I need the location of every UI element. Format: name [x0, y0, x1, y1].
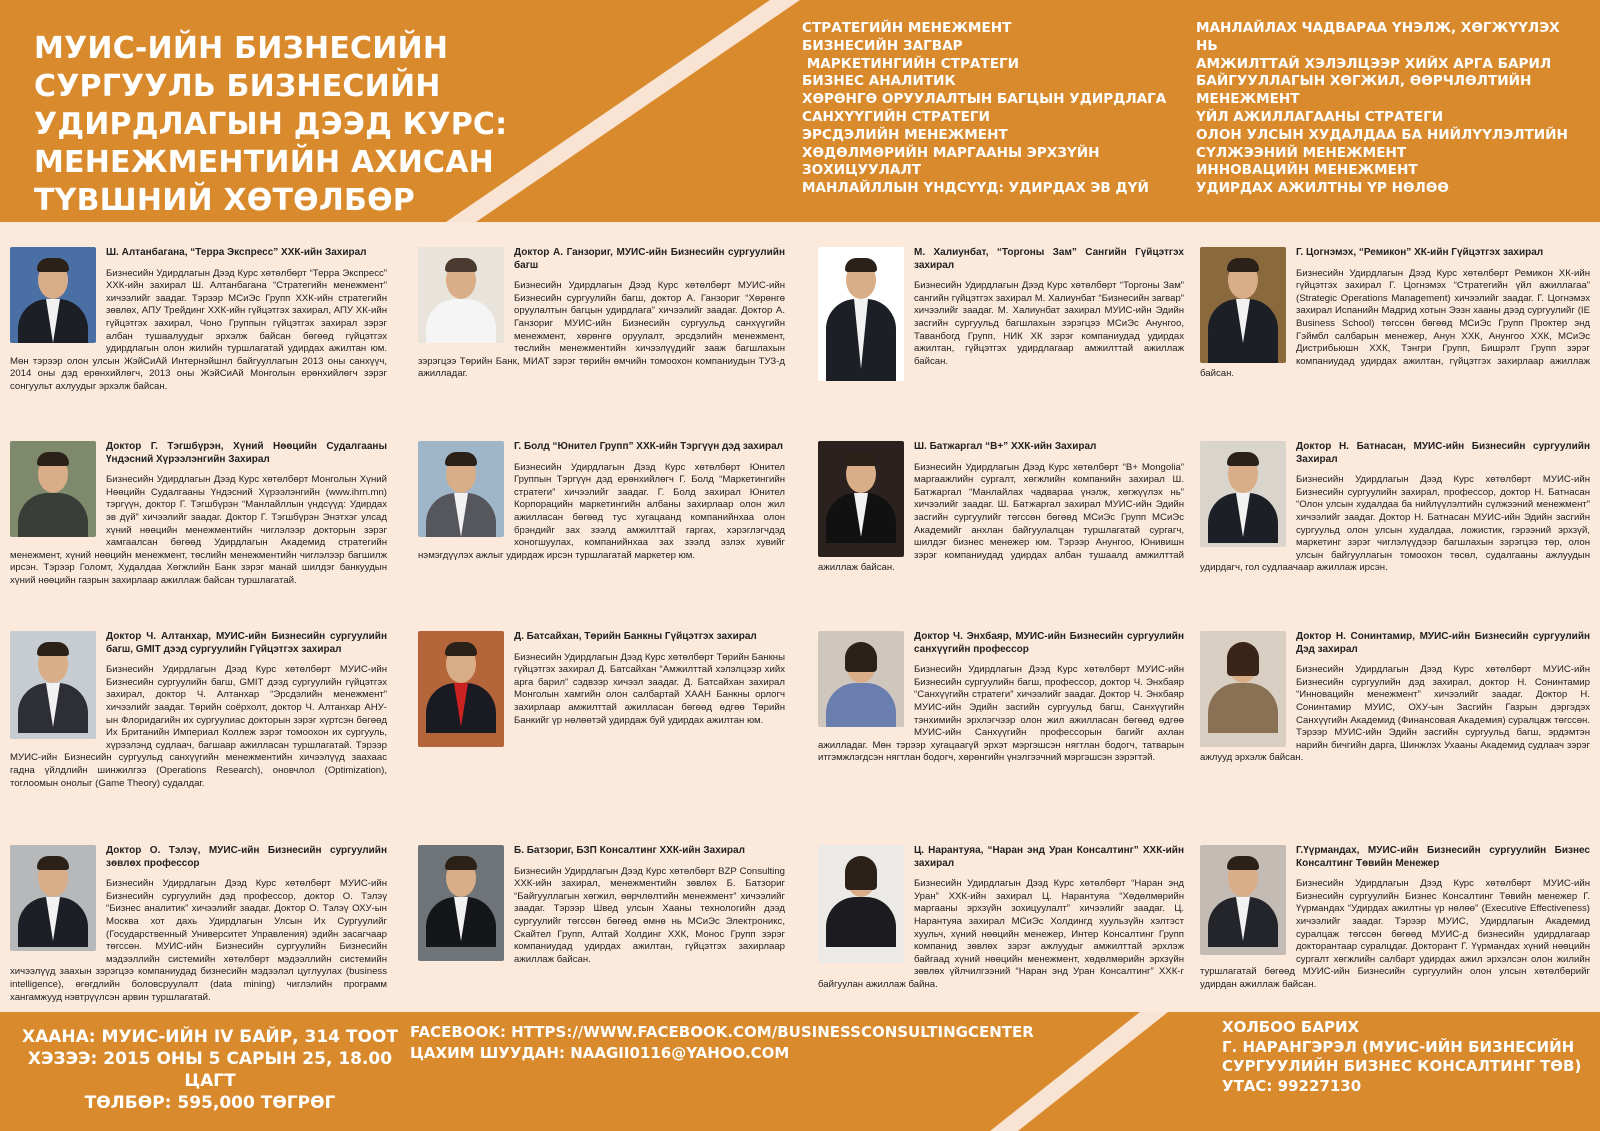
instructor-card: [1200, 845, 1590, 992]
header-banner: [0, 0, 1600, 222]
instructor-card: [1200, 441, 1590, 575]
instructor-bio: Бизнесийн Удирдлагын Дээд Курс хөтөлбөрт МУИС-ийн Бизнесийн сургуулийн дэд захирал, доктор Н. Сонинтамир “Инновацийн менежмент” хичээлийг заадаг. Доктор Н. Сонинтамир МУИС, ОХУ-ын Засгийн Газрын дэргэдэх Санхүүгийн Академид (Финансовая Академия) суралцаж төгссөн. Тэрээр МУИС-ийн Эдийн засгийн сургуульд багш, эрдэмтэн нарийн бичгийн дарга, Шинжлэх Ухааны Академид судлаач зэрэг ажлууд эрхэлж байсан.: [1200, 664, 1590, 764]
instructor-name: Доктор Н. Сонинтамир, МУИС-ийн Бизнесийн сургуулийн Дэд захирал: [1296, 631, 1590, 655]
fee-text: ТӨЛБӨР: 595,000 ТӨГРӨГ: [84, 1093, 336, 1113]
instructor-bio: Бизнесийн Удирдлагын Дээд Курс хөтөлбөрт “Терра Экспресс” ХХК-ийн захирал Ш. Алтанбагана “Стратегийн менежмент” хичээлийг заадаг. Тэрээр МСиЭс Групп ХХК-ийн стратегийн зөвлөх, АПУ Трейдинг ХХК-ийн гүйцэтгэх захирал, АПУ ХК-ийн гүйцэтгэх захирал, Чоно Группын гүйцэтгэх захирал зэрэг албан тушаалуудыг эрхэлж байсан бөгөөд гүйцэтгэх удирдлагын олон жилийн туршлагатай удирдах ажилтан юм. Мөн тэрээр олон улсын ЖэйСиАй Интернэйшнл байгууллагын 2013 оны санхүүч, 2014 оны дэд ерөнхийлөгч, 2013 оны ЖэйСиАй Монголын ерөнхийлөгч зэрэг сонгуульт ахлуудыг эрхэлж байсан.: [10, 267, 387, 392]
course-item: АМЖИЛТТАЙ ХЭЛЭЛЦЭЭР ХИЙХ АРГА БАРИЛ: [1196, 55, 1552, 72]
instructor-photo: [418, 247, 504, 343]
instructor-photo: [10, 441, 96, 537]
course-item: УДИРДАХ АЖИЛТНЫ ҮР НӨЛӨӨ: [1196, 180, 1449, 197]
contact-person: Г. НАРАНГЭРЭЛ (МУИС-ИЙН БИЗНЕСИЙН СУРГУУЛИЙН БИЗНЕС КОНСАЛТИНГ ТӨВ): [1222, 1037, 1582, 1075]
facebook-link[interactable]: FACEBOOK: HTTPS://WWW.FACEBOOK.COM/BUSINESSCONSULTINGCENTER: [410, 1023, 1034, 1041]
instructor-photo: [818, 845, 904, 963]
instructor-card: [418, 845, 785, 966]
course-item: ЭРСДЭЛИЙН МЕНЕЖМЕНТ: [802, 126, 1008, 143]
email-link[interactable]: ЦАХИМ ШУУДАН: NAAGII0116@YAHOO.COM: [410, 1044, 790, 1062]
instructor-bio: Бизнесийн Удирдлагын Дээд Курс хөтөлбөрт BZP Consulting ХХК-ийн захирал, менежментийн зөвлөх Б. Батзориг “Байгууллагын хөгжил, өөрчлөлтийн менежмент” хичээлийг заадаг. Тэрээр Швед улсын Хааны технологийн дээд сургуулийг төгссөн бөгөөд өмнө нь МСиЭс Электроникс, Скайтел Групп, Алтай Холдинг ХХК, Монос Групп зэрэг компаниудад удирдах ажилтан, гүйцэтгэх захирлаар ажиллаж байсан.: [514, 865, 785, 965]
instructor-bio: Бизнесийн Удирдлагын Дээд Курс хөтөлбөрт Ремикон ХК-ийн гүйцэтгэх захирал Г. Цогнэмэх “Стратегийн үйл ажиллагаа” (Strategic Operations Management) хичээлийг заадаг. Г. Цогнэмэх захирал Испанийн Мадрид хотын Ээзн хааны дээд сургуулийг (IE Business School) төгссөн бөгөөд МСиЭс Групп Проктер энд Гэймбл салбарын менежер, Анун ХХК, Анунгоо ХХК, МСиЭс Дистрибьюшн ХХК, Тэнгри Групп, Бишрэлт Групп зэрэг компаниудад удирдах ажилтан, гүйцэтгэх захирлаар ажиллаж байсан.: [1200, 267, 1590, 380]
course-item: СТРАТЕГИЙН МЕНЕЖМЕНТ: [802, 20, 1012, 36]
instructor-bio: Бизнесийн Удирдлагын Дээд Курс хөтөлбөрт Юнител Группын Тэргүүн дэд ерөнхийлөгч Г. Болд “Маркетингийн стратеги” хичээлийг заадаг. Г. Болд захирал Юнител Корпорацийн маркетингийн албаны захирлаар олон жил ажилласан бөгөөд тус хугацаанд компанийнхаа олон брэндийг зах зээлд амжилттай гаргах, хэрэглэгчдэд хоногшуулах, компанийнхаа зах зээлд эзлэх хувийг нэмэгдүүлэх ажлыг удирдаж ирсэн туршлагатай маркетер юм.: [418, 461, 785, 561]
instructor-card: [10, 631, 387, 790]
date-text: ХЭЗЭЭ: 2015 ОНЫ 5 САРЫН 25, 18.00 ЦАГТ: [27, 1049, 393, 1091]
course-list-right: [1196, 20, 1576, 198]
course-item: ҮЙЛ АЖИЛЛАГААНЫ СТРАТЕГИ: [1196, 108, 1444, 125]
instructor-name: Г. Болд “Юнител Групп” ХХК-ийн Тэргүүн дэд захирал: [514, 441, 784, 452]
instructor-photo: [10, 631, 96, 739]
instructor-photo: [818, 441, 904, 557]
instructor-name: Ц. Нарантуяа, “Наран энд Уран Консалтинг” ХХК-ийн захирал: [914, 845, 1184, 869]
instructor-bio: Бизнесийн Удирдлагын Дээд Курс хөтөлбөрт МУИС-ийн Бизнесийн сургуулийн дэд профессор, доктор О. Тэлэү “Бизнес аналитик” хичээлийг заадаг. Доктор О. Тэлэү ОХУ-ын Москва хот дахь Удирдлагын Улсын Их Сургуулийг (Государственный Университет Управления) эдийн засагчаар төгссөн. МУИС-ийн Бизнесийн сургуулийн Бизнесийн мэдээллийн системийн хөтөлбөрт мэдээллийн системийн хичээлүүд заахын зэрэгцээ компаниудад бизнесийн мэдээлэл цуглуулах (business intelligence), өгөгдлийн боловсруулалт (data mining) чиглэлийн программ хангамжууд нэвтрүүлсэн арвин туршлагатай.: [10, 878, 387, 1003]
instructor-photo: [418, 441, 504, 537]
instructor-name: Доктор Н. Батнасан, МУИС-ийн Бизнесийн сургуулийн Захирал: [1296, 441, 1590, 465]
instructor-card: [818, 441, 1184, 575]
instructor-name: Б. Батзориг, БЗП Консалтинг ХХК-ийн Захирал: [514, 845, 745, 856]
instructor-bio: Бизнесийн Удирдлагын Дээд Курс хөтөлбөрт МУИС-ийн Бизнесийн сургуулийн багш, доктор А. Ганзориг “Хөрөнгө оруулалтын багцын удирдлага” хичээлийг заадаг. Доктор А. Ганзориг МУИС-ийн Бизнесийн сургуульд санхүүгийн менежмент, хөрөнгө оруулалт, эрсдэлийн менежмент, төслийн менежментийн хичээлүүдийг зааж багшлахын зэрэгцээ Төрийн Банк, МИАТ зэрэг төрийн өмчийн томоохон компаниудын ТУЗ-д ажилладаг.: [418, 280, 785, 380]
instructor-name: М. Халиунбат, “Торгоны Зам” Сангийн Гүйцэтгэх захирал: [914, 247, 1184, 271]
instructor-photo: [10, 247, 96, 343]
instructor-name: Ш. Батжаргал “В+” ХХК-ийн Захирал: [914, 441, 1097, 452]
instructor-bio: Бизнесийн Удирдлагын Дээд Курс хөтөлбөрт Төрийн Банкны гүйцэтгэх захирал Д. Батсайхан “Амжилттай хэлэлцээр хийх арга барил” сэдвээр хичээл заадаг. Д. Батсайхан захирал Монголын хамгийн олон салбартай ХААН Банкны орлогч захирлаар амжилттай ажилласан бөгөөд өдгөө Төрийн Банкийг үр нөлөөтэй удирдаж буй удирдах ажилтан юм.: [514, 651, 785, 726]
course-item: ИННОВАЦИЙН МЕНЕЖМЕНТ: [1196, 162, 1418, 179]
venue-text: ХААНА: МУИС-ИЙН IV БАЙР, 314 ТООТ: [22, 1027, 398, 1047]
program-title: МУИС-ИЙН БИЗНЕСИЙН СУРГУУЛЬ БИЗНЕСИЙН УДИРДЛАГЫН ДЭЭД КУРС: МЕНЕЖМЕНТИЙН АХИСАН ТҮВШНИЙ ХӨТӨЛБӨР: [34, 31, 508, 218]
instructor-name: Г. Цогнэмэх, “Ремикон” ХК-ийн Гүйцэтгэх захирал: [1296, 247, 1544, 258]
instructor-bio: Бизнесийн Удирдлагын Дээд Курс хөтөлбөрт Монголын Хүний Нөөцийн Судалгааны Үндэсний Хүрээлэнгийн (www.ihrn.mn) тэргүүн, доктор Г. Тэгшбүрэн “Манлайллын үндсүүд: Удирдах эв дүй” хичээлийг заадаг. Доктор Г. Тэгшбүрэн Энэтхэг улсад хүний нөөцийн менежментийн чиглэлээр докторын зэрэг хамгаалсан бөгөөд Удирдлагын Академид стратегийн менежмент, хүний нөөцийн менежмент, төслийн менежментийн чиглэлээр багшилж ирсэн. Тэрээр Голомт, Худалдаа Хөгжлийн Банк зэрэг манай шилдэг банкуудын хүний нөөцийн газрын захирлаар ажиллаж байсан туршлагатай.: [10, 474, 387, 586]
course-item: МАРКЕТИНГИЙН СТРАТЕГИ: [802, 55, 1020, 72]
instructor-card: [10, 845, 387, 1004]
instructor-photo: [418, 631, 504, 747]
instructor-photo: [1200, 247, 1286, 363]
instructor-name: Доктор О. Тэлэү, МУИС-ийн Бизнесийн сургуулийн зөвлөх профессор: [106, 845, 387, 869]
course-item: ЗОХИЦУУЛАЛТ: [802, 162, 922, 179]
instructor-name: Доктор Ч. Алтанхар, МУИС-ийн Бизнесийн сургуулийн багш, GMIT дээд сургуулийн Гүйцэтгэх захирал: [106, 631, 387, 655]
instructor-photo: [1200, 845, 1286, 955]
instructor-bio: Бизнесийн Удирдлагын Дээд Курс хөтөлбөрт МУИС-ийн Бизнесийн сургуулийн Бизнес Консалтинг Төвийн менежер Г. Үүрмандах “Удирдах ажилтны үр нөлөө” (Executive Effectiveness) хичээлийг заадаг. Тэрээр МУИС, Удирдлагын Академид суралцаж төгссөн бөгөөд МУИС-д бизнесийн удирдлагаар докторантаар суралцдаг. Докторант Г. Үүрмандах хүний нөөцийн сургалт хөгжлийн салбарт удирдах ажил эрхэлсэн олон жилийн туршлагатай бөгөөд МУИС-ийн Бизнесийн сургуулийн олон улсын хөтөлбөрийг удирдан ажиллаж байсан.: [1200, 878, 1590, 990]
course-item: ХӨРӨНГӨ ОРУУЛАЛТЫН БАГЦЫН УДИРДЛАГА: [802, 91, 1167, 108]
instructor-bio: Бизнесийн Удирдлагын Дээд Курс хөтөлбөрт МУИС-ийн Бизнесийн сургуулийн захирал, профессор, доктор Н. Батнасан “Олон улсын худалдаа ба нийлүүлэлтийн сүлжээний менежмент” хичээлийг заадаг. Доктор Н. Батнасан МУИС-ийн Эдийн засгийн сургуульд олон улсын худалдаа, ложистик, гэрээний эрхзүй, маркетинг зэрэг чиглэлүүдээр багшлахын зэрэгцээ төр, олон улсын байгууллагын томоохон төсөл, судалгааны ажлуудын удирдагч, гол судлаачаар ажиллаж ирсэн.: [1200, 474, 1590, 574]
instructor-name: Доктор А. Ганзориг, МУИС-ийн Бизнесийн сургуулийн багш: [514, 247, 785, 271]
instructor-card: [418, 441, 785, 562]
instructor-photo: [818, 247, 904, 381]
instructor-photo: [1200, 441, 1286, 547]
instructor-card: [818, 247, 1184, 385]
course-item: БИЗНЕС АНАЛИТИК: [802, 73, 956, 90]
contact-title: ХОЛБОО БАРИХ: [1222, 1018, 1360, 1036]
course-item: БИЗНЕСИЙН ЗАГВАР: [802, 37, 963, 54]
instructor-name: Ш. Алтанбагана, “Терра Экспресс” ХХК-ийн Захирал: [106, 247, 367, 258]
instructor-card: [1200, 247, 1590, 381]
course-item: САНХҮҮГИЙН СТРАТЕГИ: [802, 108, 990, 125]
instructor-card: [10, 247, 387, 394]
instructor-name: Доктор Ч. Энхбаяр, МУИС-ийн Бизнесийн сургуулийн санхүүгийн профессор: [914, 631, 1184, 655]
course-item: МАНЛАЙЛЛЫН ҮНДСҮҮД: УДИРДАХ ЭВ ДҮЙ: [802, 180, 1149, 197]
instructor-bio: Бизнесийн Удирдлагын Дээд Курс хөтөлбөрт “Наран энд Уран” ХХК-ийн захирал Ц. Нарантуяа “Хөдөлмөрийн маргааны эрхзүйн зохицуулалт” хичээлийг заадаг. Ц. Нарантуяа захирал МСиЭс Холдингд хуульзүйн хэлтэст хуульч, хүний нөөцийн менежер, Интер Консалтинг Групп компанид зөвлөх зэрэг ажлуудыг амжилттай эрхлэж байгаад хүний нөөцийн менежмент, хөдөлмөрийн эрхзүйн зөвлөх үйлчилгээний “Наран энд Уран Консалтинг” ХХК-г байгуулан ажиллаж байна.: [818, 878, 1184, 990]
instructor-photo: [818, 631, 904, 727]
instructor-name: Д. Батсайхан, Төрийн Банкны Гүйцэтгэх захирал: [514, 631, 757, 642]
footer-banner: [0, 1012, 1600, 1131]
instructor-card: [818, 845, 1184, 992]
instructor-card: [818, 631, 1184, 765]
instructor-card: [10, 441, 387, 588]
instructor-card: [418, 247, 785, 381]
instructor-bio: Бизнесийн Удирдлагын Дээд Курс хөтөлбөрт МУИС-ийн Бизнесийн сургуулийн багш, GMIT дээд сургуулийн гүйцэтгэх захирал, доктор Ч. Алтанхар “Эрсдэлийн менежмент” хичээлийг заадаг. Төрийн соёрхолт, доктор Ч. Алтанхар АНУ-ын Флоридагийн их сургуулиас докторын зэрэг хүртсэн бөгөөд Их Британийн Империал Коллеж зэрэг томоохон их сургууль, хүрээлэнд судлаач, багшаар ажилласан туршлагатай. Тэрээр МУИС-ийн Бизнесийн сургуульд санхүүгийн менежментийн хичээлүүд заахаас гадна үйлдлийн шинжилгээ (Operations Research), оновчлол (Optimization), тоглоомын онолыг (Game Theory) судалдаг.: [10, 664, 387, 789]
instructor-card: [1200, 631, 1590, 765]
course-list-left: [802, 20, 1172, 198]
course-item: ОЛОН УЛСЫН ХУДАЛДАА БА НИЙЛҮҮЛЭЛТИЙН СҮЛЖЭЭНИЙ МЕНЕЖМЕНТ: [1196, 126, 1568, 161]
course-item: ХӨДӨЛМӨРИЙН МАРГААНЫ ЭРХЗҮЙН: [802, 144, 1100, 161]
instructor-bio: Бизнесийн Удирдлагын Дээд Курс хөтөлбөрт “Торгоны Зам” сангийн гүйцэтгэх захирал М. Халиунбат “Бизнесийн загвар” хичээлийг заадаг. М. Халиунбат захирал МУИС-ийн Эдийн засгийн сургуульд багшлахын зэрэгцээ МСиЭс Анунгоо, Таванбогд Групп, НИК ХК зэрэг компаниудад удирдах ажилтан, гүйцэтгэх удирдлагаар амжилттай ажиллаж байсан.: [914, 280, 1184, 367]
course-item: БАЙГУУЛЛАГЫН ХӨГЖИЛ, ӨӨРЧЛӨЛТИЙН МЕНЕЖМЕНТ: [1196, 73, 1532, 108]
instructor-name: Доктор Г. Тэгшбүрэн, Хүний Нөөцийн Судалгааны Үндэсний Хүрээлэнгийн Захирал: [106, 441, 387, 465]
instructor-name: Г.Үүрмандах, МУИС-ийн Бизнесийн сургуулийн Бизнес Консалтинг Төвийн Менежер: [1296, 845, 1590, 869]
phone-text: УТАС: 99227130: [1222, 1076, 1362, 1095]
contact-info: [1222, 1018, 1582, 1096]
instructor-card: [418, 631, 785, 751]
instructor-photo: [418, 845, 504, 961]
instructor-bio: Бизнесийн Удирдлагын Дээд Курс хөтөлбөрт МУИС-ийн Бизнесийн сургуулийн багш, профессор, доктор Ч. Энхбаяр “Санхүүгийн стратеги” хичээлийг заадаг. Доктор Ч. Энхбаяр МУИС-ийн Эдийн засгийн сургуульд багш, Санхүүгийн тэнхимийн эрхлэгчээр олон жил ажилласан бөгөөд өдгөө МУИС-ийн Санхүүгийн профессорын багийг ахлан ажилладаг. Мөн тэрээр хугацаагүй эрхэт мэргэшсэн нягтлан бодогч, татварын итгэмжлэгдсэн нягтлан бодогч, хөрөнгийн үнэлгээчний мэргэшсэн зэрэгтэй.: [818, 664, 1184, 764]
online-contacts: [410, 1022, 1034, 1064]
course-item: МАНЛАЙЛАХ ЧАДВАРАА ҮНЭЛЖ, ХӨГЖҮҮЛЭХ НЬ: [1196, 20, 1560, 54]
instructor-photo: [1200, 631, 1286, 747]
instructor-bio: Бизнесийн Удирдлагын Дээд Курс хөтөлбөрт “В+ Mongolia” маргаажлийн сургалт, хөгжлийн компанийн захирал Ш. Батжаргал “Манлайлах чадвараа үнэлж, хөгжүүлэх нь” хичээлийг заадаг. Ш. Батжаргал захирал МУИС-ийн Эдийн засгийн сургуулийг төгссөн бөгөөд МСиЭс Групп МСиЭс Академийг анхлан байгуулалцан туршлагатай сургагч, шилдэг бизнес менежер юм. Тэрээр Анунгоо, Юнивишн зэрэг компаниудад удирдах албан тушаалд амжилттай ажиллаж байсан.: [818, 461, 1184, 574]
instructor-photo: [10, 845, 96, 951]
event-info: [20, 1026, 400, 1114]
